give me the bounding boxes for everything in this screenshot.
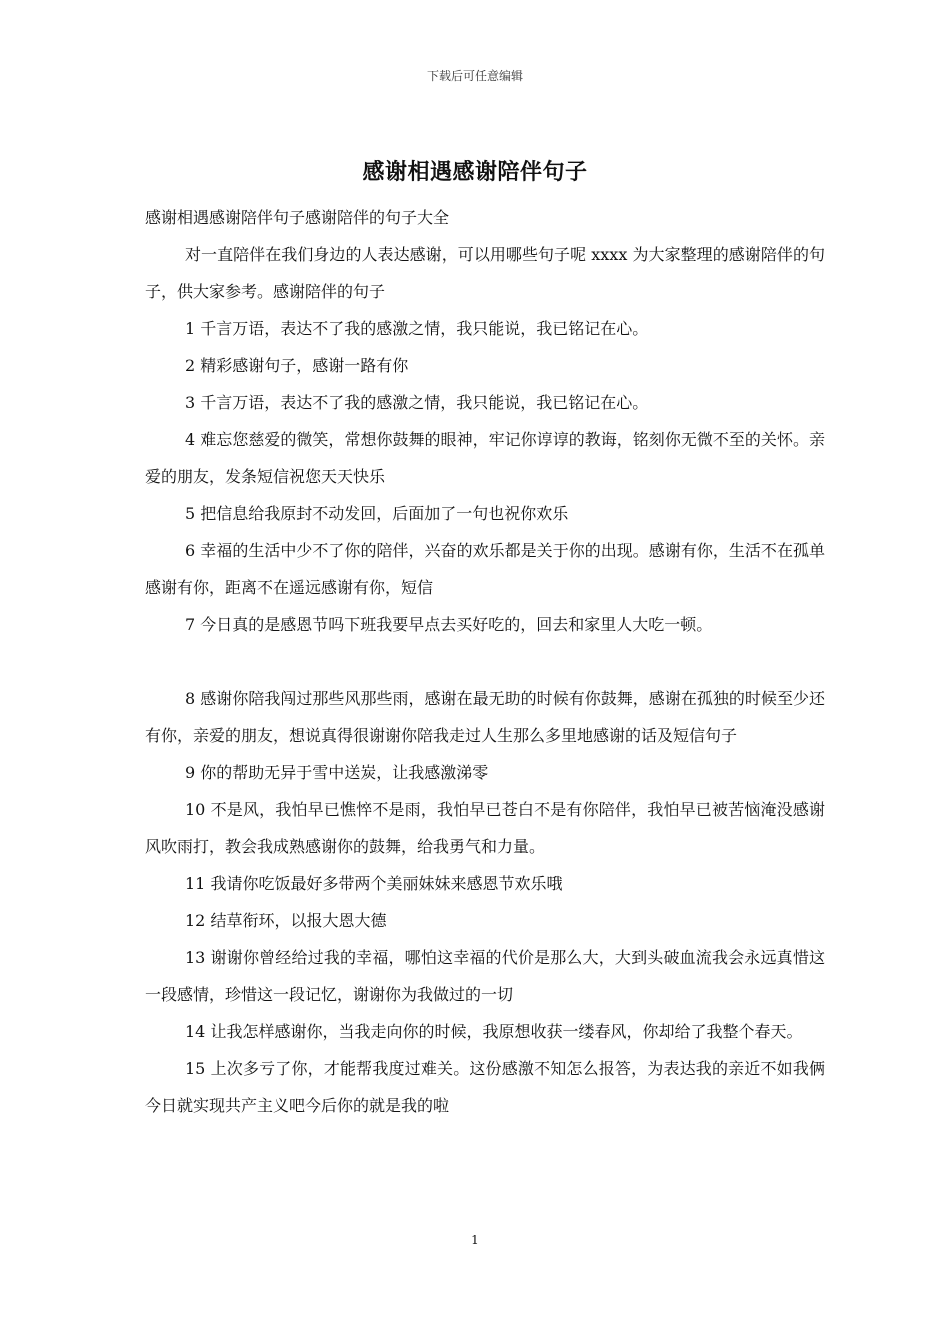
paragraph-item-3: 3 千言万语，表达不了我的感激之情，我只能说，我已铭记在心。 — [185, 393, 649, 412]
paragraph-item-7: 7 今日真的是感恩节吗下班我要早点去买好吃的，回去和家里人大吃一顿。 — [185, 615, 713, 634]
paragraph-item-11: 11 我请你吃饭最好多带两个美丽妹妹来感恩节欢乐哦 — [185, 874, 563, 893]
document-subtitle: 感谢相遇感谢陪伴句子感谢陪伴的句子大全 — [145, 208, 450, 227]
paragraph-item-8: 8 感谢你陪我闯过那些风那些雨，感谢在最无助的时候有你鼓舞，感谢在孤独的时候至少还有你，亲爱的朋友，想说真得很谢谢你陪我走过人生那么多里地感谢的话及短信句子 — [145, 689, 825, 745]
paragraph-item-10: 10 不是风，我怕早已憔悴不是雨，我怕早已苍白不是有你陪伴，我怕早已被苦恼淹没感谢风吹雨打，教会我成熟感谢你的鼓舞，给我勇气和力量。 — [145, 800, 825, 856]
paragraph-item-6: 6 幸福的生活中少不了你的陪伴，兴奋的欢乐都是关于你的出现。感谢有你，生活不在孤单感谢有你，距离不在遥远感谢有你，短信 — [145, 541, 825, 597]
page-number: 1 — [471, 1233, 479, 1247]
paragraph-item-4: 4 难忘您慈爱的微笑，常想你鼓舞的眼神，牢记你谆谆的教诲，铭刻你无微不至的关怀。亲爱的朋友，发条短信祝您天天快乐 — [145, 430, 825, 486]
paragraph-item-12: 12 结草衔环，以报大恩大德 — [185, 911, 387, 930]
paragraph-item-2: 2 精彩感谢句子，感谢一路有你 — [185, 356, 409, 375]
paragraph-item-15: 15 上次多亏了你，才能帮我度过难关。这份感激不知怎么报答，为表达我的亲近不如我俩今日就实现共产主义吧今后你的就是我的啦 — [145, 1059, 825, 1115]
paragraph-item-13: 13 谢谢你曾经给过我的幸福，哪怕这幸福的代价是那么大，大到头破血流我会永远真惜这一段感情，珍惜这一段记忆，谢谢你为我做过的一切 — [145, 948, 825, 1004]
paragraph-item-9: 9 你的帮助无异于雪中送炭，让我感激涕零 — [185, 763, 489, 782]
blank-line — [145, 643, 825, 680]
header-note: 下载后可任意编辑 — [426, 69, 523, 83]
paragraph-item-1: 1 千言万语，表达不了我的感激之情，我只能说，我已铭记在心。 — [185, 319, 649, 338]
paragraph-item-14: 14 让我怎样感谢你，当我走向你的时候，我原想收获一缕春风，你却给了我整个春天。 — [185, 1022, 803, 1041]
paragraph-intro: 对一直陪伴在我们身边的人表达感谢，可以用哪些句子呢 xxxx 为大家整理的感谢陪伴的句子，供大家参考。感谢陪伴的句子 — [145, 245, 825, 301]
document-title: 感谢相遇感谢陪伴句子 — [362, 159, 588, 185]
paragraph-item-5: 5 把信息给我原封不动发回，后面加了一句也祝你欢乐 — [185, 504, 569, 523]
document-body — [145, 199, 825, 1124]
